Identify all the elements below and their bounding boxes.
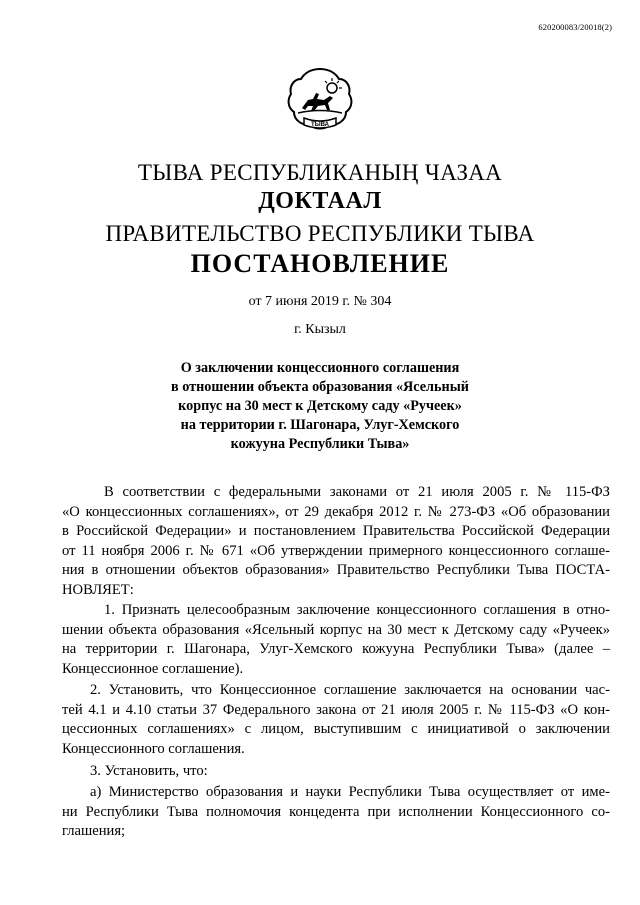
- paragraph-line: а) Министерство образования и науки Республики Тыва осуществляет от име-: [90, 784, 610, 800]
- paragraph-line: глашения;: [62, 823, 126, 840]
- header-russian-title: ПРАВИТЕЛЬСТВО РЕСПУБЛИКИ ТЫВА: [105, 221, 535, 246]
- document-subject: [100, 359, 540, 454]
- preamble-paragraph: [62, 483, 610, 601]
- paragraph-line: 1. Признать целесообразным заключение концессионного соглашения в отно-: [104, 602, 610, 618]
- header-russian-doc-type: ПОСТАНОВЛЕНИЕ: [190, 249, 450, 278]
- paragraph-line: Концессионное соглашение).: [62, 660, 244, 677]
- paragraph-line: от 11 ноября 2006 г. № 671 «Об утверждении примерного концессионного соглаше-: [62, 542, 610, 559]
- item-2-paragraph: [62, 681, 610, 759]
- paragraph-line: Концессионного соглашения.: [62, 740, 245, 757]
- item-3a-paragraph: [62, 783, 610, 842]
- emblem-text: ТЫВА: [311, 122, 329, 128]
- header-tuvan-title: ТЫВА РЕСПУБЛИКАНЫҢ ЧАЗАА: [137, 160, 503, 185]
- paragraph-line: В соответствии с федеральными законами от 21 июля 2005 г. № 115-ФЗ: [104, 484, 610, 500]
- paragraph-line: ни Республики Тыва полномочия концедента при исполнении Концессионного со-: [62, 803, 610, 820]
- paragraph-line: на территории г. Шагонара, Улуг-Хемского кожууна Республики Тыва» (далее –: [62, 641, 610, 658]
- header-tuvan-doc-type: ДОКТААЛ: [258, 188, 382, 214]
- paragraph-line: ния в отношении объектов образования» Правительство Республики Тыва ПОСТА-: [62, 562, 610, 579]
- document-city: г. Кызыл: [294, 322, 346, 337]
- subject-line: в отношении объекта образования «Ясельный: [171, 379, 469, 395]
- subject-line: кожууна Республики Тыва»: [230, 436, 410, 452]
- paragraph-line: тей 4.1 и 4.10 статьи 37 Федерального закона от 21 июля 2005 г. № 115-ФЗ «О кон-: [62, 701, 610, 718]
- tuva-emblem-icon: [286, 66, 354, 138]
- paragraph-line: «О концессионных соглашениях», от 29 декабря 2012 г. № 273-ФЗ «Об образовании: [62, 503, 610, 520]
- paragraph-line: цессионных соглашениях» с лицом, выступившим с инициативой о заключении: [62, 721, 610, 738]
- subject-line: О заключении концессионного соглашения: [180, 360, 460, 376]
- paragraph-line: 3. Установить, что:: [90, 763, 208, 779]
- paragraph-line: 2. Установить, что Концессионное соглашение заключается на основании час-: [90, 682, 610, 698]
- document-code: 620200083/20018(2): [538, 22, 612, 32]
- item-1-paragraph: [62, 601, 610, 679]
- paragraph-line: шении объекта образования «Ясельный корпус на 30 мест к Детскому саду «Ручеек»: [62, 621, 610, 638]
- paragraph-line: НОВЛЯЕТ:: [62, 581, 134, 598]
- item-3-paragraph: [62, 762, 610, 782]
- subject-line: на территории г. Шагонара, Улуг-Хемского: [180, 417, 460, 433]
- paragraph-line: в Российской Федерации» и постановлением Правительства Российской Федерации: [62, 523, 610, 540]
- document-date: от 7 июня 2019 г. № 304: [248, 294, 392, 309]
- subject-line: корпус на 30 мест к Детскому саду «Ручеек»: [178, 398, 462, 414]
